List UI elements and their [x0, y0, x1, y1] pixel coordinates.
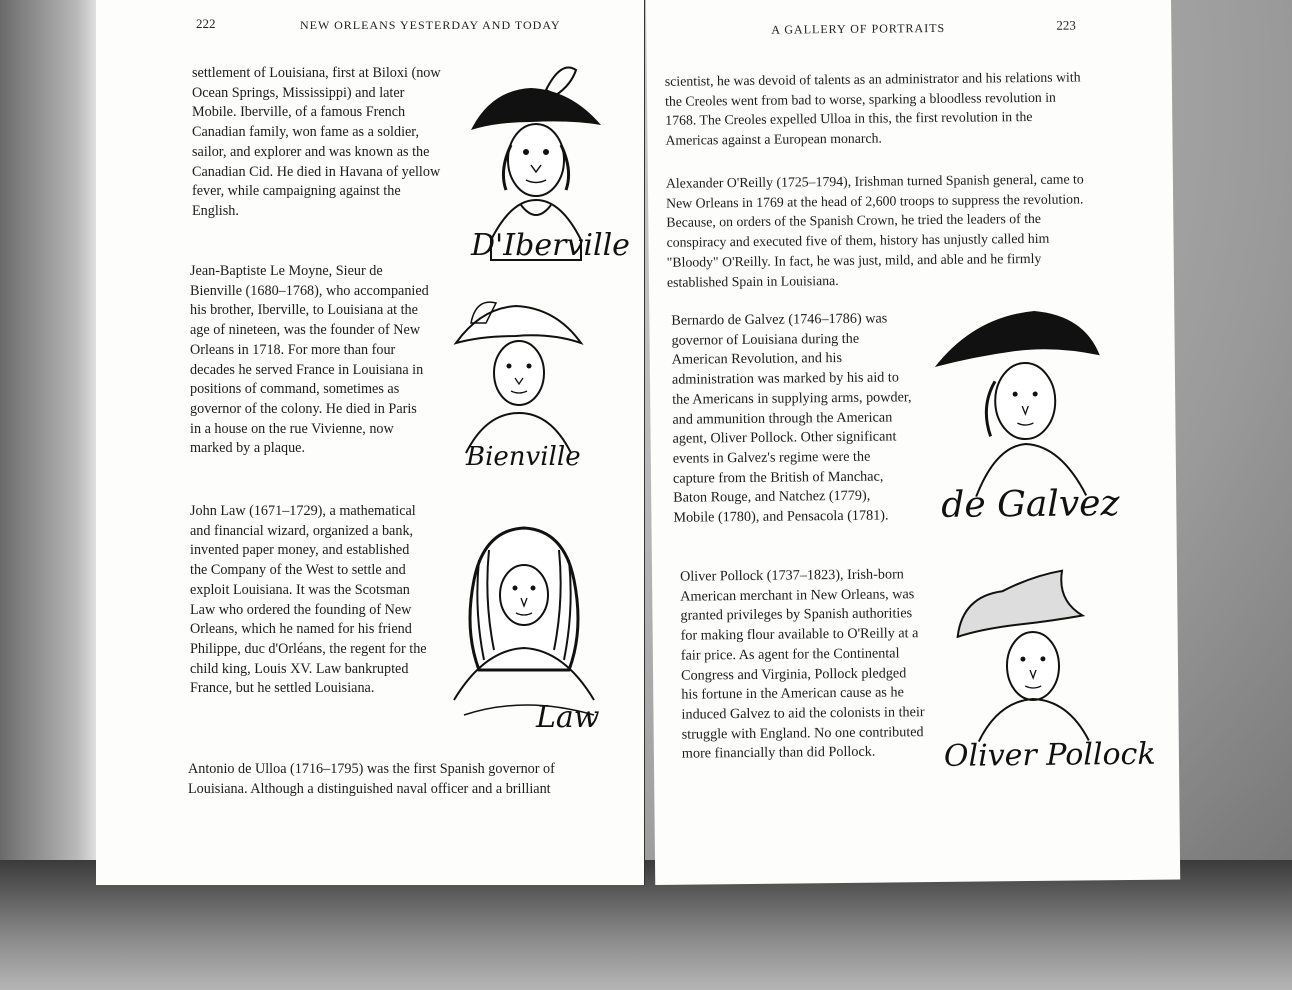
book-edge: [0, 0, 96, 860]
right-page-number: 223: [1056, 17, 1076, 33]
signature-iberville: D'Iberville: [471, 228, 630, 263]
left-page-number: 222: [196, 16, 216, 31]
portrait-galvez: [924, 295, 1106, 507]
paragraph-ulloa: Antonio de Ulloa (1716–1795) was the first Spanish governor of Louisiana. Although a distinguished naval officer and a brilliant: [188, 761, 555, 797]
portrait-pollock: [942, 565, 1104, 747]
paragraph-iberville: settlement of Louisiana, first at Biloxi (now Ocean Springs, Mississippi) and later Mobile. Iberville, of a famous French Canadian family, won fame as a soldier, sailor, and explorer and was known as the Canadian Cid. He died in Havana of yellow fever, while campaigning against the English.: [192, 65, 441, 219]
left-page: [96, 0, 645, 885]
paragraph-galvez: Bernardo de Galvez (1746–1786) was governor of Louisiana during the American Revolution, and his administration was marked by his aid to the Americans in supplying arms, powder, and ammunition through the American agent, Oliver Pollock. Other significant events in Galvez's regime were the capture from the British of Manchac, Baton Rouge, and Natchez (1779), Mobile (1780), and Pensacola (1781).: [671, 310, 912, 526]
portrait-bienville: [441, 288, 591, 468]
left-running-head: NEW ORLEANS YESTERDAY AND TODAY: [300, 18, 561, 32]
signature-pollock: Oliver Pollock: [943, 736, 1156, 774]
paragraph-oreilly: Alexander O'Reilly (1725–1794), Irishman turned Spanish general, came to New Orleans in 1769 at the head of 2,600 troops to suppress the revolution. Because, on orders of the Spanish Crown, he tried the leaders of the conspiracy and executed five of them, history has unjustly called him "Bloody" O'Reilly. In fact, he was just, mild, and able and he firmly established Spain in Louisiana.: [665, 171, 1084, 290]
signature-bienville: Bienville: [466, 442, 581, 472]
paragraph-pollock: Oliver Pollock (1737–1823), Irish-born American merchant in New Orleans, was granted privileges by Spanish authorities for making flour available to O'Reilly at a fair price. As agent for the Continental Congress and Virginia, Pollock pledged his fortune in the American cause as he induced Galvez to aid the colonists in their struggle with England. No one contributed more financially than did Pollock.: [679, 566, 925, 762]
signature-law: Law: [536, 700, 600, 735]
signature-galvez: de Galvez: [941, 483, 1120, 526]
paragraph-ulloa-continued: scientist, he was devoid of talents as an administrator and his relations with the Creoles went from bad to worse, sparking a bloodless revolution in 1768. The Creoles expelled Ulloa in this, the first revolution in the Americas against a European monarch.: [664, 69, 1081, 148]
paragraph-law: John Law (1671–1729), a mathematical and financial wizard, organized a bank, invented paper money, and established the Company of the West to settle and exploit Louisiana. It was the Scotsman Law who ordered the founding of New Orleans, which he named for his friend Philippe, duc d'Orléans, the regent for the child king, Louis XV. Law bankrupted France, but he settled Louisiana.: [190, 503, 427, 697]
paragraph-bienville: Jean-Baptiste Le Moyne, Sieur de Bienville (1680–1768), who accompanied his brother, Iberville, to Louisiana at the age of nineteen, was the founder of New Orleans in 1718. For more than four decades he served France in Louisiana in positions of command, sometimes as governor of the colony. He died in Paris in a house on the rue Vivienne, now marked by a plaque.: [190, 263, 429, 457]
right-page: [646, 0, 1180, 885]
right-running-head: A GALLERY OF PORTRAITS: [771, 20, 946, 37]
